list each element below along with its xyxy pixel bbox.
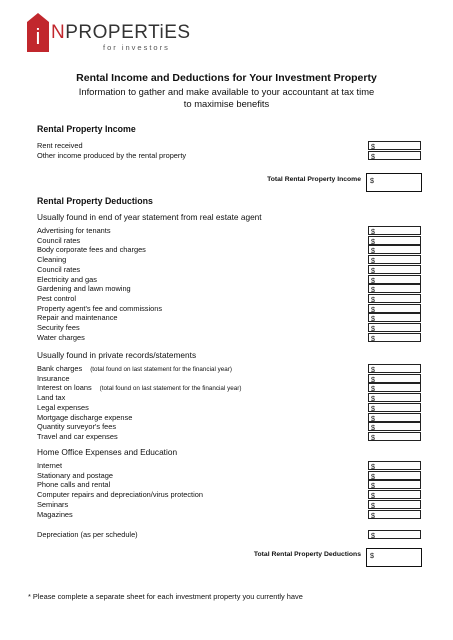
logo-text-rest: PROPERTiES [65,22,191,43]
deduction-row [37,403,89,412]
home-office-row: Seminars [37,499,69,509]
deduction-row-amount-field[interactable]: $ [368,422,421,431]
home-office-row: Stationary and postage [37,470,114,480]
logo-box-letter: i [35,24,41,49]
company-logo [27,22,191,54]
logo-text-red: N [51,22,66,43]
depreciation-row: Depreciation (as per schedule) [37,530,138,539]
deduction-note: (total found on last statement for the financial year) [99,385,242,393]
deduction-label: Insurance [37,373,70,383]
home-office-row-amount-field[interactable]: $ [368,480,421,489]
deduction-row [37,432,118,441]
deduction-row-amount-field[interactable]: $ [368,323,421,332]
home-office-row-amount-field[interactable]: $ [368,471,421,480]
deduction-row-amount-field[interactable]: $ [368,284,421,293]
deduction-label: Travel and car expenses [37,431,118,441]
deduction-row-amount-field[interactable]: $ [368,236,421,245]
deduction-label: Bank charges [37,364,83,373]
deduction-label: Mortgage discharge expense [37,412,133,422]
deduction-row-amount-field[interactable]: $ [368,413,421,422]
home-office-row: Magazines [37,509,73,519]
deduction-row: Cleaning [37,255,67,265]
deduction-row-amount-field[interactable]: $ [368,403,421,412]
deduction-row: Repair and maintenance [37,313,118,323]
group3-heading: Home Office Expenses and Education [37,447,178,457]
deduction-row: Electricity and gas [37,274,97,284]
deduction-note: (total found on last statement for the financial year) [90,366,232,373]
income-row: Other income produced by the rental property [37,151,187,160]
logo-tagline: for investors [103,43,170,52]
group1-heading: Usually found in end of year statement from real estate agent [37,212,262,222]
group2-heading: Usually found in private records/statements [37,350,197,360]
deduction-row-amount-field[interactable]: $ [368,333,421,342]
deduction-row-amount-field[interactable]: $ [368,226,421,235]
deduction-row-amount-field[interactable]: $ [368,294,421,303]
deduction-row [37,374,69,383]
deduction-row: Security fees [37,323,80,332]
deduction-label: Land tax [37,393,66,403]
deduction-row: Property agent's fee and commissions [37,303,163,313]
income-heading: Rental Property Income [37,124,136,134]
total-deductions-label: Total Rental Property Deductions [253,551,361,558]
deduction-row: Council rates [37,235,81,245]
deduction-row-amount-field[interactable]: $ [368,245,421,254]
deduction-row: Pest control [37,293,77,303]
income-row-amount-field[interactable]: $ [368,141,421,150]
deduction-row [37,364,232,374]
deduction-row-amount-field[interactable]: $ [368,275,421,284]
deduction-row-amount-field[interactable]: $ [368,265,421,274]
house-roof-icon [27,13,49,22]
deduction-row [37,383,241,393]
deduction-row-amount-field[interactable]: $ [368,393,421,402]
subtitle-line-2: to maximise benefits [183,98,270,109]
home-office-row: Phone calls and rental [37,480,111,490]
deductions-heading: Rental Property Deductions [37,196,153,206]
deduction-row: Gardening and lawn mowing [37,284,131,294]
home-office-row: Computer repairs and depreciation/virus protection [37,490,203,500]
deduction-label: Interest on loans [37,383,92,393]
deduction-label: Legal expenses [37,402,89,412]
deduction-row [37,413,132,422]
income-row-amount-field[interactable]: $ [368,151,421,160]
deduction-row: Body corporate fees and charges [37,245,146,255]
depreciation-row-amount-field[interactable]: $ [368,530,421,539]
subtitle-line-1: Information to gather and make available to your accountant at tax time [78,86,375,97]
home-office-row-amount-field[interactable]: $ [368,461,421,470]
deduction-row: Advertising for tenants [37,226,111,235]
deduction-row-amount-field[interactable]: $ [368,304,421,313]
total-income-label: Total Rental Property Income [267,176,361,183]
deduction-row-amount-field[interactable]: $ [368,374,421,383]
home-office-row-amount-field[interactable]: $ [368,490,421,499]
deduction-row: Council rates [37,264,81,274]
deduction-row-amount-field[interactable]: $ [368,432,421,441]
deduction-row [37,393,65,402]
home-office-row-amount-field[interactable]: $ [368,510,421,519]
logo-wordmark [51,22,191,52]
home-office-row-amount-field[interactable]: $ [368,500,421,509]
deduction-row-amount-field[interactable]: $ [368,313,421,322]
document-subtitle [0,86,453,110]
total-deductions-field[interactable]: $ [366,548,422,567]
income-row: Rent received [37,141,83,150]
deduction-row: Water charges [37,332,85,342]
total-income-field[interactable]: $ [366,173,422,192]
deduction-row [37,422,116,431]
home-office-row: Internet [37,461,63,470]
logo-mark [27,22,49,52]
document-title: Rental Income and Deductions for Your Investment Property [76,72,377,84]
deduction-label: Quantity surveyor's fees [37,422,117,432]
deduction-row-amount-field[interactable]: $ [368,364,421,373]
footer-note: * Please complete a separate sheet for each investment property you currently have [28,592,303,601]
deduction-row-amount-field[interactable]: $ [368,255,421,264]
deduction-row-amount-field[interactable]: $ [368,383,421,392]
